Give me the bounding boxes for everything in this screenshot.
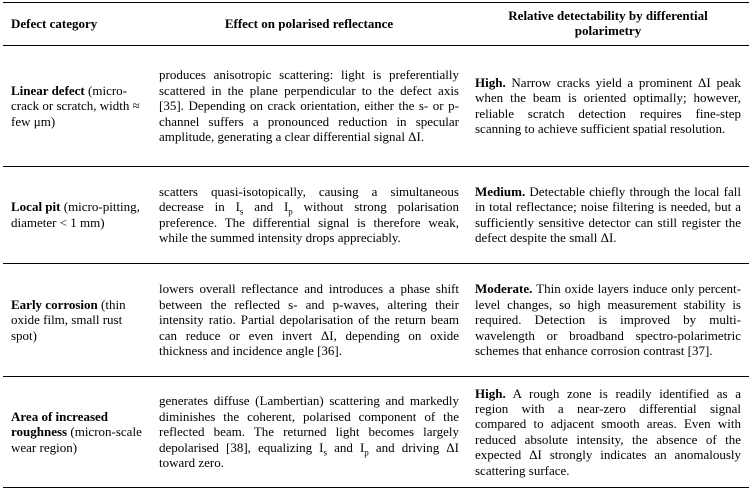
effect-cell: lowers overall reflectance and introduces a phase shift between the reflected s- and p-waves, altering their intensity ratio. Partial depolarisation of the return beam can reduce or even invert ΔI, depending on oxide thickness and incidence angle [36]. [151, 263, 467, 376]
subscript-s: s [239, 207, 244, 217]
detectability-text: Detectable chiefly through the local fall in total reflectance; noise filtering is needed, but a sufficiently sensitive detector can still register the defect despite the small ΔI. [475, 184, 741, 246]
table-row [3, 263, 749, 376]
header-detectability: Relative detectability by differential polarimetry [467, 3, 749, 46]
effect-cell [151, 166, 467, 263]
effect-cell: produces anisotropic scattering: light is preferentially scattered in the plane perpendicular to the defect axis [35]. Depending on crack orientation, either the s- or p-channel suffers a pronounced reduction in specular amplitude, generating a clear differential signal ΔI. [151, 45, 467, 166]
category-name: Early corrosion [11, 296, 98, 312]
effect-cell [151, 376, 467, 487]
detectability-level: High. [475, 75, 506, 90]
detectability-level: High. [475, 385, 506, 401]
detectability-cell [467, 263, 749, 376]
category-cell [3, 263, 151, 376]
detectability-text: Narrow cracks yield a prominent ΔI peak when the beam is oriented optimally; however, reliable scratch detection requires fine-step scanning to achieve sufficient spatial resolution. [475, 75, 741, 137]
effect-text: and I [243, 199, 289, 215]
effect-text: without strong polarisation preference. The differential signal is therefore weak, while the summed intensity drops appreciably. [159, 199, 459, 246]
detectability-level: Moderate. [475, 281, 533, 297]
header-row [3, 3, 749, 46]
defect-table [3, 2, 749, 488]
category-desc: (micro-pitting, diameter < 1 mm) [11, 199, 140, 230]
category-cell [3, 45, 151, 166]
table-row [3, 45, 749, 166]
subscript-s: s [323, 447, 328, 458]
table-row [3, 166, 749, 263]
detectability-text: Thin oxide layers induce only percent-level changes, so high measurement stability is required. Detection is improved by multi-wavelength or broadband spectro-polarimetric schemes that enhance corrosion contrast [37]. [475, 281, 741, 358]
category-name: Area of increased roughness [11, 408, 108, 440]
detectability-cell [467, 166, 749, 263]
header-category: Defect category [3, 3, 151, 46]
effect-text: scatters quasi-isotopically, causing a simultaneous decrease in I [159, 184, 459, 215]
category-desc: (thin oxide film, small rust spot) [11, 296, 126, 343]
subscript-p: p [364, 447, 369, 458]
effect-text: generates diffuse (Lambertian) scattering and markedly diminishes the coherent, polarised component of the reflected beam. The returned light becomes largely depolarised [38], equalizing I [159, 393, 459, 455]
category-desc: (micro-crack or scratch, width ≈ few μm) [11, 82, 140, 129]
category-name: Linear defect [11, 82, 85, 98]
detectability-cell [467, 376, 749, 487]
header-effect: Effect on polarised reflectance [151, 3, 467, 46]
category-cell [3, 376, 151, 487]
subscript-p: p [288, 207, 293, 217]
effect-text: and driving ΔI toward zero. [159, 439, 459, 470]
effect-text: and I [327, 439, 365, 455]
category-cell [3, 166, 151, 263]
detectability-cell [467, 45, 749, 166]
detectability-level: Medium. [475, 184, 526, 199]
table-row [3, 376, 749, 487]
detectability-text: A rough zone is readily identified as a region with a near-zero differential signal compared to adjacent smooth areas. Even with reduced absolute intensity, the absence of the expected ΔI strongly indicates an anomalously scattering surface. [475, 385, 741, 478]
category-desc: (micron-scale wear region) [11, 424, 142, 455]
category-name: Local pit [11, 199, 61, 215]
